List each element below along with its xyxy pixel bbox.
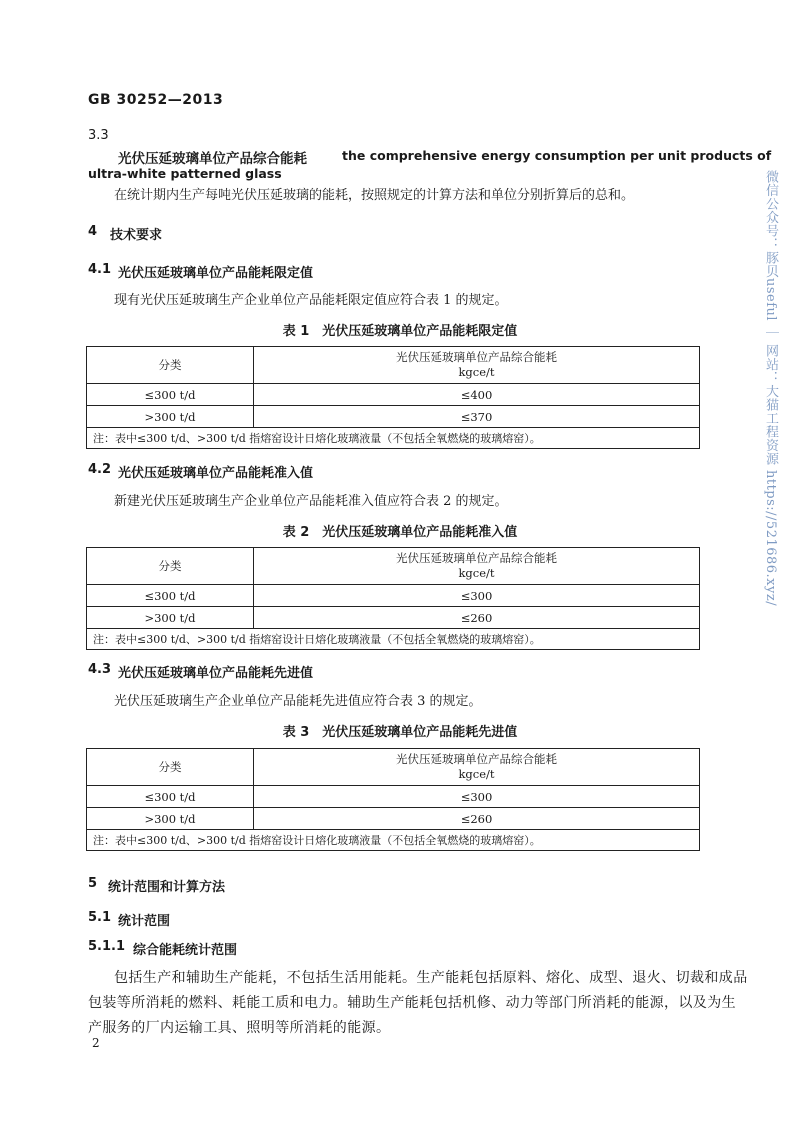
table-3-note: 注：表中≤300 t/d、>300 t/d 指熔窑设计日熔化玻璃液量（不包括全氧燃烧的玻璃熔窑）。 xyxy=(87,830,700,851)
section-4-1-number: 4.1 xyxy=(88,262,112,277)
table-row xyxy=(87,607,700,629)
table-row xyxy=(87,406,700,428)
term-definition: 在统计期内生产每吨光伏压延玻璃的能耗，按照规定的计算方法和单位分别折算后的总和。 xyxy=(114,188,635,203)
table-cell-category: ≤300 t/d xyxy=(87,786,254,808)
table-1-header-line1: 光伏压延玻璃单位产品综合能耗 xyxy=(396,350,557,364)
table-1-note: 注：表中≤300 t/d、>300 t/d 指熔窑设计日熔化玻璃液量（不包括全氧燃烧的玻璃熔窑）。 xyxy=(87,428,700,449)
table-cell-value: ≤260 xyxy=(254,808,700,830)
table-3-title: 表 3 光伏压延玻璃单位产品能耗先进值 xyxy=(282,725,518,740)
table-1-header-unit: kgce/t xyxy=(458,365,495,379)
table-cell-value: ≤300 xyxy=(254,786,700,808)
section-4-3-title: 光伏压延玻璃单位产品能耗先进值 xyxy=(118,666,314,681)
section-4-3-text: 光伏压延玻璃生产企业单位产品能耗先进值应符合表 3 的规定。 xyxy=(114,694,482,709)
term-en-line2: ultra-white patterned glass xyxy=(88,166,282,181)
standard-number: GB 30252—2013 xyxy=(88,92,224,108)
table-row xyxy=(87,585,700,607)
side-watermark: 微信公众号：豚贝useful ｜ 网站：大猫工程资源 https://521686.xyz/ xyxy=(763,170,778,607)
section-4-1-title: 光伏压延玻璃单位产品能耗限定值 xyxy=(118,266,314,281)
table-cell-value: ≤260 xyxy=(254,607,700,629)
section-4-number: 4 xyxy=(88,224,98,239)
table-cell-category: >300 t/d xyxy=(87,607,254,629)
table-cell-value: ≤400 xyxy=(254,384,700,406)
table-2-header-unit: kgce/t xyxy=(458,566,495,580)
section-5-number: 5 xyxy=(88,876,98,891)
table-cell-value: ≤300 xyxy=(254,585,700,607)
section-3-3-number: 3.3 xyxy=(88,128,109,143)
table-2 xyxy=(86,547,700,650)
section-5-1-1-number: 5.1.1 xyxy=(88,939,126,954)
table-row xyxy=(87,786,700,808)
table-3 xyxy=(86,748,700,851)
table-row xyxy=(87,808,700,830)
table-cell-category: ≤300 t/d xyxy=(87,585,254,607)
paragraph-line-1: 包括生产和辅助生产能耗，不包括生活用能耗。生产能耗包括原料、熔化、成型、退火、切裁和成品 xyxy=(114,970,748,986)
table-2-header-category: 分类 xyxy=(87,548,254,585)
table-cell-category: ≤300 t/d xyxy=(87,384,254,406)
paragraph-line-2: 包装等所消耗的燃料、耗能工质和电力。辅助生产能耗包括机修、动力等部门所消耗的能源，以及为生 xyxy=(88,995,736,1011)
table-3-header-unit: kgce/t xyxy=(458,767,495,781)
section-5-1-number: 5.1 xyxy=(88,910,112,925)
table-cell-category: >300 t/d xyxy=(87,406,254,428)
table-2-header-line1: 光伏压延玻璃单位产品综合能耗 xyxy=(396,551,557,565)
table-cell-category: >300 t/d xyxy=(87,808,254,830)
term-cn: 光伏压延玻璃单位产品综合能耗 xyxy=(118,151,307,167)
table-row xyxy=(87,384,700,406)
section-5-1-1-title: 综合能耗统计范围 xyxy=(133,943,238,958)
term-en-line1: the comprehensive energy consumption per unit products of xyxy=(342,148,772,163)
section-4-title: 技术要求 xyxy=(110,228,163,243)
table-1 xyxy=(86,346,700,449)
table-3-header-consumption xyxy=(254,749,700,786)
table-cell-value: ≤370 xyxy=(254,406,700,428)
table-1-title: 表 1 光伏压延玻璃单位产品能耗限定值 xyxy=(282,324,518,339)
table-3-header-category: 分类 xyxy=(87,749,254,786)
paragraph-line-3: 产服务的厂内运输工具、照明等所消耗的能源。 xyxy=(88,1020,391,1036)
table-2-header-consumption xyxy=(254,548,700,585)
page-number: 2 xyxy=(92,1036,100,1050)
table-2-title: 表 2 光伏压延玻璃单位产品能耗准入值 xyxy=(282,525,518,540)
table-1-header-category: 分类 xyxy=(87,347,254,384)
table-1-header-consumption xyxy=(254,347,700,384)
section-4-2-title: 光伏压延玻璃单位产品能耗准入值 xyxy=(118,466,314,481)
table-3-header-line1: 光伏压延玻璃单位产品综合能耗 xyxy=(396,752,557,766)
section-5-title: 统计范围和计算方法 xyxy=(108,880,226,895)
section-5-1-title: 统计范围 xyxy=(118,914,171,929)
section-4-3-number: 4.3 xyxy=(88,662,112,677)
section-4-2-number: 4.2 xyxy=(88,462,112,477)
section-4-1-text: 现有光伏压延玻璃生产企业单位产品能耗限定值应符合表 1 的规定。 xyxy=(114,293,508,308)
table-2-note: 注：表中≤300 t/d、>300 t/d 指熔窑设计日熔化玻璃液量（不包括全氧燃烧的玻璃熔窑）。 xyxy=(87,629,700,650)
section-4-2-text: 新建光伏压延玻璃生产企业单位产品能耗准入值应符合表 2 的规定。 xyxy=(114,494,508,509)
